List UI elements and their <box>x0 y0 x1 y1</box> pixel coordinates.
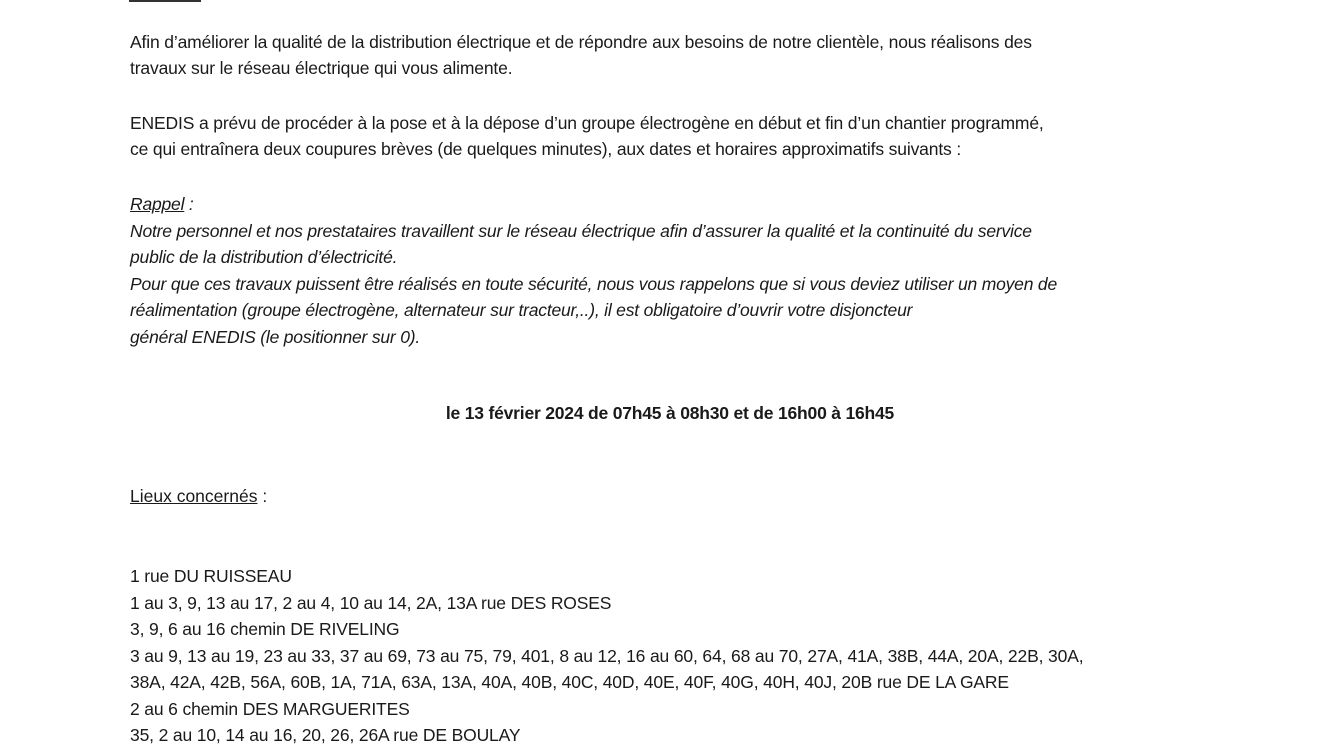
schedule-date: le 13 février 2024 de 07h45 à 08h30 et de 16h00 à 16h45 <box>445 403 895 423</box>
rappel-line: réalimentation (groupe électrogène, alternateur sur tracteur,..), il est obligatoire d’ouvrir votre disjoncteur <box>130 300 913 320</box>
address-line: 1 rue DU RUISSEAU <box>130 566 292 586</box>
rappel-line: général ENEDIS (le positionner sur 0). <box>130 326 421 347</box>
lieux-heading-line <box>130 483 267 509</box>
address-line: 3, 9, 6 au 16 chemin DE RIVELING <box>130 619 400 639</box>
rappel-line: Notre personnel et nos prestataires travaillent sur le réseau électrique afin d’assurer la qualité et la continuité du service <box>130 220 1032 241</box>
address-line: 35, 2 au 10, 14 au 16, 20, 26, 26A rue DE BOULAY <box>130 725 521 745</box>
address-line: 38A, 42A, 42B, 56A, 60B, 1A, 71A, 63A, 13A, 40A, 40B, 40C, 40D, 40E, 40F, 40G, 40H, 40J, 20B rue DE LA GARE <box>130 672 1009 692</box>
rappel-block <box>130 191 1215 350</box>
lieux-heading-colon: : <box>257 486 268 506</box>
address-line: 3 au 9, 13 au 19, 23 au 33, 37 au 69, 73 au 75, 79, 401, 8 au 12, 16 au 60, 64, 68 au 70, 27A, 41A, 38B, 44A, 20A, 22B, 30A, <box>130 645 1084 666</box>
enedis-paragraph <box>130 110 1215 162</box>
intro-line-1: Afin d’améliorer la qualité de la distribution électrique et de répondre aux besoins de notre clientèle, nous réalisons des <box>130 32 1032 52</box>
address-line: 2 au 6 chemin DES MARGUERITES <box>130 698 410 719</box>
intro-paragraph <box>130 29 1215 81</box>
rappel-line: public de la distribution d’électricité. <box>130 247 398 267</box>
lieux-heading: Lieux concernés <box>130 486 258 506</box>
rappel-heading-line <box>130 191 1215 218</box>
top-underline-fragment <box>129 0 201 2</box>
rappel-heading: Rappel <box>130 194 185 214</box>
enedis-line-1: ENEDIS a prévu de procéder à la pose et à la dépose d’un groupe électrogène en début et fin d’un chantier programmé, <box>130 113 1044 133</box>
intro-line-2: travaux sur le réseau électrique qui vous alimente. <box>130 58 513 78</box>
rappel-heading-colon: : <box>184 194 194 214</box>
rappel-line: Pour que ces travaux puissent être réalisés en toute sécurité, nous vous rappelons que si vous deviez utiliser un moyen de <box>130 273 1057 294</box>
enedis-line-2: ce qui entraînera deux coupures brèves (de quelques minutes), aux dates et horaires approximatifs suivants : <box>130 139 962 159</box>
address-line: 1 au 3, 9, 13 au 17, 2 au 4, 10 au 14, 2A, 13A rue DES ROSES <box>130 592 612 613</box>
address-list <box>130 563 1230 749</box>
